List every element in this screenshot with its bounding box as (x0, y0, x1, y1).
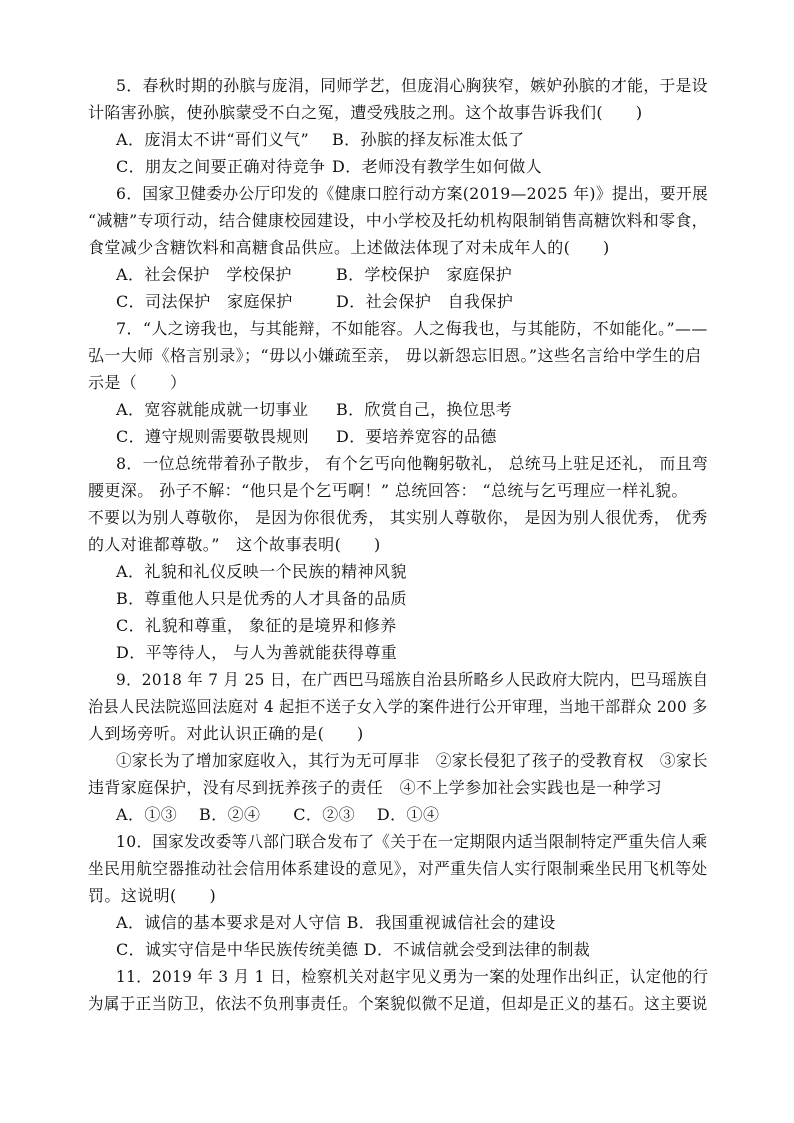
q7-stem-line-2: 弘一大师《格言别录》；“毋以小嫌疏至亲， 毋以新怨忘旧恩。”这些名言给中学生的启 (88, 346, 702, 365)
q6-option-b: B．学校保护 家庭保护 (336, 265, 513, 284)
q6-stem-line-1: 6．国家卫健委办公厅印发的《健康口腔行动方案(2019—2025 年)》提出，要开展 (116, 184, 709, 203)
q8-option-d: D．平等待人， 与人为善就能获得尊重 (116, 643, 398, 662)
q9-statements-line-2: 违背家庭保护，没有尽到抚养孩子的责任 ④不上学参加社会实践也是一种学习 (88, 778, 663, 797)
q10-stem-line-1: 10．国家发改委等八部门联合发布了《关于在一定期限内适当限制特定严重失信人乘 (116, 832, 708, 851)
q8-stem-line-4: 的人对谁都尊敬。” 这个故事表明( ) (88, 535, 381, 554)
q6-stem-line-2: “减糖”专项行动，结合健康校园建设，中小学校及托幼机构限制销售高糖饮料和零食， (88, 211, 708, 230)
q6-stem-line-3: 食堂减少含糖饮料和高糖食品供应。上述做法体现了对未成年人的( ) (88, 238, 610, 257)
q5-option-a: A．庞涓太不讲“哥们义气” (116, 130, 310, 149)
q5-option-b: B．孙膑的择友标准太低了 (332, 130, 525, 149)
q7-option-a: A．宽容就能成就一切事业 (116, 400, 309, 419)
q7-option-c: C．遵守规则需要敬畏规则 (116, 427, 310, 446)
q9-stem-line-1: 9．2018 年 7 月 25 日，在广西巴马瑶族自治县所略乡人民政府大院内，巴马瑶族自 (116, 670, 709, 689)
q5-stem-line-1: 5．春秋时期的孙膑与庞涓，同师学艺，但庞涓心胸狭窄，嫉妒孙膑的才能，于是设 (116, 76, 708, 95)
q7-stem-line-1: 7．“人之谤我也，与其能辩，不如能容。人之侮我也，与其能防，不如能化。”—— (116, 319, 708, 338)
q6-option-c: C．司法保护 家庭保护 (116, 292, 293, 311)
q6-option-a: A．社会保护 学校保护 (116, 265, 292, 284)
q8-stem-line-3: 不要以为别人尊敬你， 是因为你很优秀， 其实别人尊敬你， 是因为别人很优秀， 优秀 (88, 508, 708, 527)
q8-option-c: C．礼貌和尊重， 象征的是境界和修养 (116, 616, 397, 635)
q5-stem-line-2: 计陷害孙膑，使孙膑蒙受不白之冤，遭受残肢之刑。这个故事告诉我们( ) (88, 103, 643, 122)
q8-stem-line-2: 腰更深。 孙子不解：“他只是个乞丐啊！” 总统回答： “总统与乞丐理应一样礼貌。 (88, 481, 688, 500)
q9-statements-line-1: ①家长为了增加家庭收入，其行为无可厚非 ②家长侵犯了孩子的受教育权 ③家长 (116, 751, 708, 770)
q7-option-d: D．要培养宽容的品德 (336, 427, 497, 446)
q11-stem-line-2: 为属于正当防卫，依法不负刑事责任。个案貌似微不足道，但却是正义的基石。这主要说 (88, 994, 708, 1013)
q10-stem-line-2: 坐民用航空器推动社会信用体系建设的意见》，对严重失信人实行限制乘坐民用飞机等处 (88, 859, 708, 878)
q5-option-d: D．老师没有教学生如何做人 (332, 157, 543, 176)
q11-stem-line-1: 11．2019 年 3 月 1 日，检察机关对赵宇见义勇为一案的处理作出纠正，认定他的行 (116, 967, 709, 986)
q7-option-b: B．欣赏自己，换位思考 (336, 400, 513, 419)
q9-stem-line-2: 治县人民法院巡回法庭对 4 起拒不送子女入学的案件进行公开审理，当地干部群众 200 多 (88, 697, 708, 716)
q5-option-c: C．朋友之间要正确对待竞争 (116, 157, 326, 176)
q10-options-cd: C．诚实守信是中华民族传统美德 D．不诚信就会受到法律的制裁 (116, 940, 591, 959)
q10-stem-line-3: 罚。这说明( ) (88, 886, 217, 905)
q9-options: A．①③ B．②④ C．②③ D．①④ (116, 805, 440, 824)
q6-option-d: D．社会保护 自我保护 (336, 292, 514, 311)
q8-option-b: B．尊重他人只是优秀的人才具备的品质 (116, 589, 407, 608)
q9-stem-line-3: 人到场旁听。对此认识正确的是( ) (88, 724, 364, 743)
q7-stem-line-3: 示是（ ） (88, 373, 187, 392)
q10-options-ab: A．诚信的基本要求是对人守信 B．我国重视诚信社会的建设 (116, 913, 556, 932)
q8-option-a: A．礼貌和礼仪反映一个民族的精神风貌 (116, 562, 407, 581)
q8-stem-line-1: 8．一位总统带着孙子散步， 有个乞丐向他鞠躬敬礼， 总统马上驻足还礼， 而且弯 (116, 454, 709, 473)
